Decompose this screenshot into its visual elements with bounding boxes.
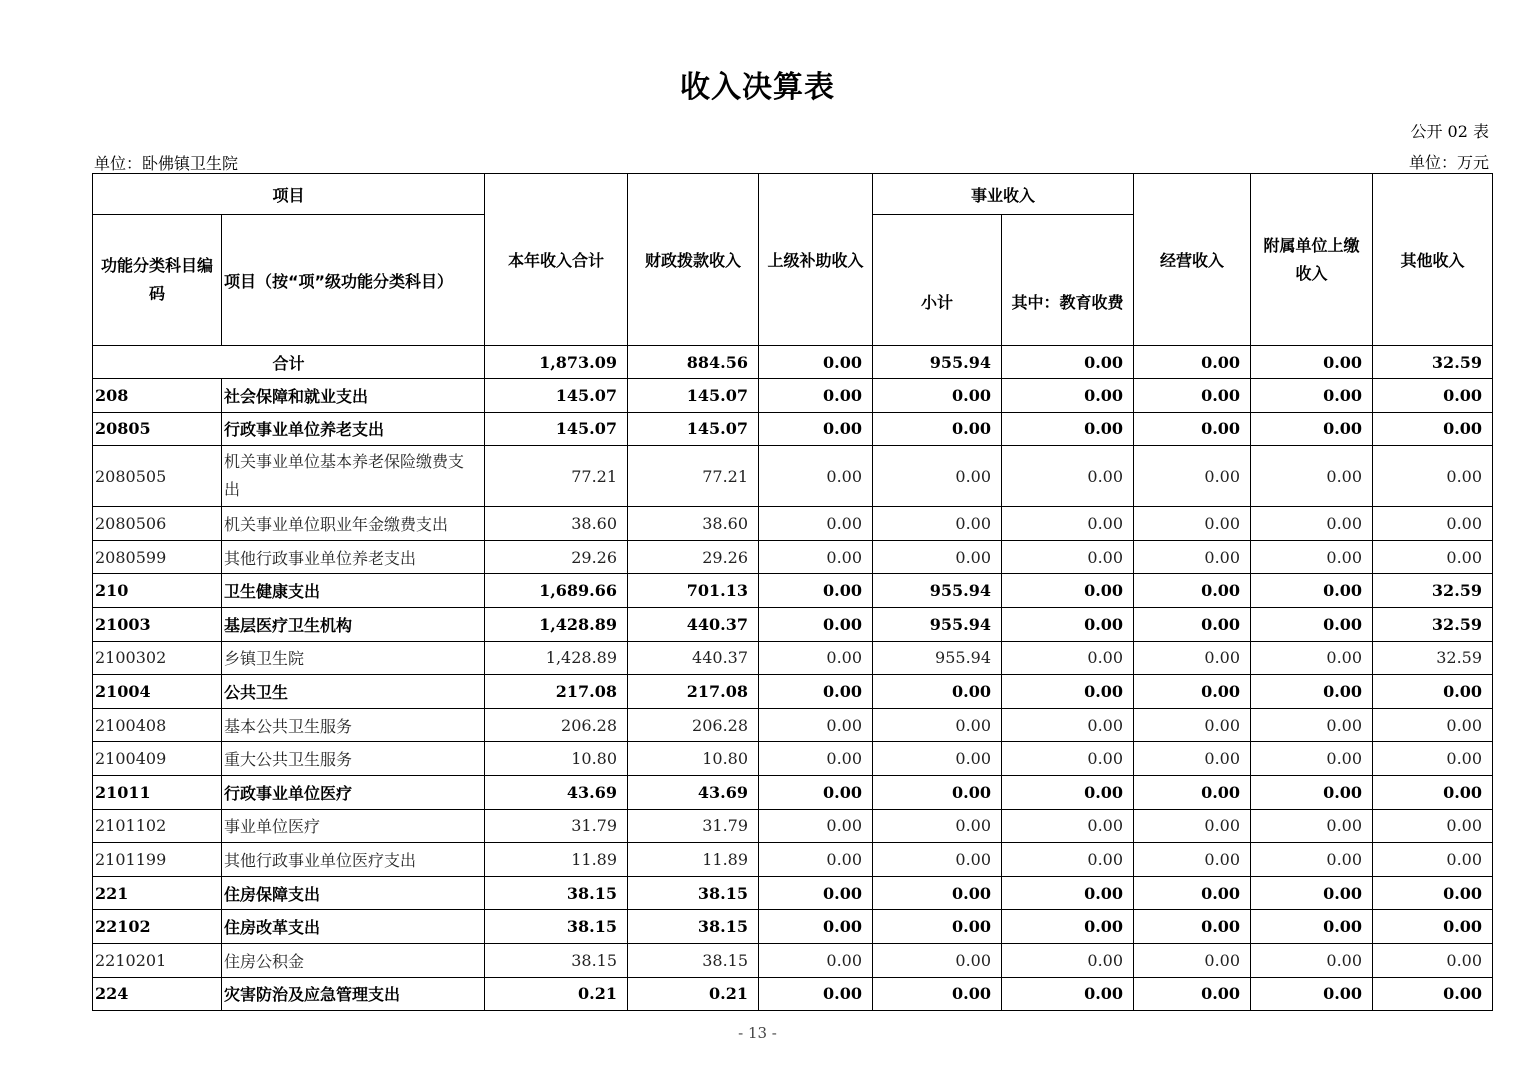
- row-value: 77.21: [485, 446, 628, 507]
- row-value: 955.94: [873, 574, 1002, 608]
- row-value: 0.00: [1134, 540, 1251, 574]
- row-value: 0.00: [1134, 507, 1251, 541]
- row-value: 0.00: [1251, 843, 1373, 877]
- row-value: 0.00: [1002, 507, 1134, 541]
- row-value: 10.80: [485, 742, 628, 776]
- row-value: 440.37: [628, 607, 759, 641]
- row-value: 1,428.89: [485, 607, 628, 641]
- row-name: 基本公共卫生服务: [222, 708, 485, 742]
- row-value: 0.00: [1134, 775, 1251, 809]
- row-value: 0.00: [1373, 977, 1493, 1011]
- total-value: 32.59: [1373, 346, 1493, 379]
- row-value: 29.26: [628, 540, 759, 574]
- row-value: 0.00: [1373, 943, 1493, 977]
- row-value: 440.37: [628, 641, 759, 675]
- row-code: 208: [93, 379, 222, 413]
- row-code: 2210201: [93, 943, 222, 977]
- income-final-accounts-table: [92, 173, 1493, 1011]
- row-value: 145.07: [485, 379, 628, 413]
- row-value: 0.00: [1002, 809, 1134, 843]
- row-value: 0.00: [759, 910, 873, 944]
- row-name: 公共卫生: [222, 675, 485, 709]
- row-value: 31.79: [485, 809, 628, 843]
- row-code: 2080599: [93, 540, 222, 574]
- row-value: 0.00: [1002, 843, 1134, 877]
- row-value: 955.94: [873, 641, 1002, 675]
- header-total: 本年收入合计: [485, 174, 628, 346]
- row-value: 0.00: [1251, 742, 1373, 776]
- row-value: 0.00: [1002, 675, 1134, 709]
- row-value: 0.00: [1251, 412, 1373, 446]
- row-value: 0.00: [1134, 412, 1251, 446]
- total-value: 955.94: [873, 346, 1002, 379]
- row-value: 0.00: [759, 775, 873, 809]
- row-value: 38.15: [485, 943, 628, 977]
- row-value: 0.00: [873, 943, 1002, 977]
- row-value: 0.00: [873, 775, 1002, 809]
- currency-unit: 单位：万元: [1408, 153, 1489, 172]
- row-value: 0.00: [1251, 943, 1373, 977]
- header-business-group: 事业收入: [873, 174, 1134, 215]
- row-value: 0.00: [759, 675, 873, 709]
- row-name: 乡镇卫生院: [222, 641, 485, 675]
- row-value: 0.00: [1251, 540, 1373, 574]
- row-code: 21004: [93, 675, 222, 709]
- row-value: 701.13: [628, 574, 759, 608]
- row-name: 卫生健康支出: [222, 574, 485, 608]
- row-value: 0.00: [1251, 607, 1373, 641]
- row-value: 0.00: [1373, 675, 1493, 709]
- table-row: [93, 507, 1493, 541]
- row-value: 0.00: [1373, 540, 1493, 574]
- row-code: 2100409: [93, 742, 222, 776]
- total-row: [93, 346, 1493, 379]
- row-value: 0.00: [1002, 379, 1134, 413]
- row-value: 217.08: [485, 675, 628, 709]
- row-name: 其他行政事业单位医疗支出: [222, 843, 485, 877]
- row-value: 0.00: [1134, 641, 1251, 675]
- row-code: 2080506: [93, 507, 222, 541]
- row-code: 2100408: [93, 708, 222, 742]
- row-code: 224: [93, 977, 222, 1011]
- row-value: 11.89: [628, 843, 759, 877]
- row-value: 0.00: [759, 412, 873, 446]
- row-value: 217.08: [628, 675, 759, 709]
- row-value: 32.59: [1373, 641, 1493, 675]
- total-label: 合计: [93, 346, 485, 379]
- row-value: 0.00: [1002, 574, 1134, 608]
- row-value: 0.00: [873, 540, 1002, 574]
- row-value: 31.79: [628, 809, 759, 843]
- row-value: 0.00: [1134, 876, 1251, 910]
- row-value: 11.89: [485, 843, 628, 877]
- row-value: 0.00: [1251, 641, 1373, 675]
- row-name: 住房公积金: [222, 943, 485, 977]
- row-code: 221: [93, 876, 222, 910]
- row-value: 0.00: [1373, 742, 1493, 776]
- row-code: 20805: [93, 412, 222, 446]
- row-value: 0.00: [873, 675, 1002, 709]
- row-value: 0.00: [1373, 876, 1493, 910]
- row-value: 206.28: [485, 708, 628, 742]
- row-code: 21003: [93, 607, 222, 641]
- row-value: 0.00: [873, 876, 1002, 910]
- row-value: 38.60: [485, 507, 628, 541]
- row-value: 0.00: [1251, 708, 1373, 742]
- row-value: 0.00: [759, 708, 873, 742]
- row-value: 0.00: [873, 708, 1002, 742]
- table-row: [93, 574, 1493, 608]
- row-value: 0.00: [1251, 675, 1373, 709]
- table-row: [93, 809, 1493, 843]
- row-value: 0.00: [1134, 977, 1251, 1011]
- row-value: 0.00: [1002, 641, 1134, 675]
- table-row: [93, 607, 1493, 641]
- table-row: [93, 379, 1493, 413]
- row-name: 机关事业单位职业年金缴费支出: [222, 507, 485, 541]
- row-value: 0.00: [759, 574, 873, 608]
- header-other: 其他收入: [1373, 174, 1493, 346]
- row-value: 0.00: [1373, 843, 1493, 877]
- row-value: 0.00: [1002, 708, 1134, 742]
- row-value: 0.00: [873, 843, 1002, 877]
- row-value: 0.00: [873, 412, 1002, 446]
- reporting-unit: 单位：卧佛镇卫生院: [94, 154, 239, 173]
- row-code: 210: [93, 574, 222, 608]
- row-value: 0.00: [759, 540, 873, 574]
- row-value: 0.00: [873, 742, 1002, 776]
- row-value: 0.00: [1251, 910, 1373, 944]
- row-value: 0.00: [1002, 607, 1134, 641]
- row-code: 22102: [93, 910, 222, 944]
- row-value: 0.00: [1002, 742, 1134, 776]
- row-value: 0.00: [759, 507, 873, 541]
- row-name: 事业单位医疗: [222, 809, 485, 843]
- row-value: 38.15: [628, 943, 759, 977]
- form-number: 公开 02 表: [1410, 122, 1489, 141]
- table-row: [93, 412, 1493, 446]
- row-value: 0.00: [1251, 977, 1373, 1011]
- row-value: 0.00: [1002, 943, 1134, 977]
- row-value: 0.00: [759, 977, 873, 1011]
- row-value: 0.00: [1134, 742, 1251, 776]
- row-value: 0.00: [1002, 540, 1134, 574]
- table-row: [93, 446, 1493, 507]
- header-code: 功能分类科目编码: [93, 215, 222, 346]
- row-value: 0.00: [759, 446, 873, 507]
- row-value: 0.00: [1134, 675, 1251, 709]
- table-row: [93, 943, 1493, 977]
- row-value: 43.69: [628, 775, 759, 809]
- row-value: 0.00: [759, 809, 873, 843]
- header-operating: 经营收入: [1134, 174, 1251, 346]
- header-affiliated: 附属单位上缴收入: [1251, 174, 1373, 346]
- row-name: 行政事业单位养老支出: [222, 412, 485, 446]
- row-value: 206.28: [628, 708, 759, 742]
- row-code: 2100302: [93, 641, 222, 675]
- row-value: 0.00: [1373, 412, 1493, 446]
- row-value: 0.00: [1251, 507, 1373, 541]
- row-value: 0.00: [873, 379, 1002, 413]
- total-value: 0.00: [1251, 346, 1373, 379]
- row-value: 0.00: [873, 910, 1002, 944]
- row-value: 0.00: [1373, 809, 1493, 843]
- table-row: [93, 641, 1493, 675]
- row-value: 0.00: [873, 507, 1002, 541]
- header-name: 项目（按“项”级功能分类科目）: [222, 215, 485, 346]
- row-value: 0.00: [1134, 843, 1251, 877]
- row-value: 0.00: [1134, 446, 1251, 507]
- row-name: 住房改革支出: [222, 910, 485, 944]
- row-value: 0.00: [1373, 910, 1493, 944]
- row-value: 38.15: [628, 876, 759, 910]
- row-value: 10.80: [628, 742, 759, 776]
- row-value: 0.00: [759, 843, 873, 877]
- row-value: 38.15: [485, 876, 628, 910]
- row-value: 0.00: [1373, 507, 1493, 541]
- table-row: [93, 775, 1493, 809]
- row-value: 0.00: [1134, 809, 1251, 843]
- row-value: 0.00: [1373, 379, 1493, 413]
- row-value: 1,689.66: [485, 574, 628, 608]
- row-value: 0.21: [485, 977, 628, 1011]
- row-value: 0.00: [759, 742, 873, 776]
- total-value: 0.00: [1134, 346, 1251, 379]
- row-value: 0.00: [759, 876, 873, 910]
- table-row: [93, 977, 1493, 1011]
- row-value: 32.59: [1373, 574, 1493, 608]
- row-code: 21011: [93, 775, 222, 809]
- row-value: 43.69: [485, 775, 628, 809]
- row-name: 灾害防治及应急管理支出: [222, 977, 485, 1011]
- row-value: 1,428.89: [485, 641, 628, 675]
- row-name: 重大公共卫生服务: [222, 742, 485, 776]
- row-value: 38.60: [628, 507, 759, 541]
- row-value: 0.00: [1134, 607, 1251, 641]
- row-value: 145.07: [628, 412, 759, 446]
- row-name: 机关事业单位基本养老保险缴费支出: [222, 446, 485, 507]
- header-superior: 上级补助收入: [759, 174, 873, 346]
- total-value: 1,873.09: [485, 346, 628, 379]
- row-value: 0.00: [1134, 574, 1251, 608]
- row-value: 0.00: [1134, 379, 1251, 413]
- row-code: 2101102: [93, 809, 222, 843]
- row-value: 955.94: [873, 607, 1002, 641]
- table-row: [93, 876, 1493, 910]
- row-value: 0.00: [759, 379, 873, 413]
- row-value: 0.00: [1134, 943, 1251, 977]
- row-value: 0.00: [873, 977, 1002, 1011]
- row-name: 住房保障支出: [222, 876, 485, 910]
- row-value: 0.00: [1251, 809, 1373, 843]
- row-value: 0.00: [759, 943, 873, 977]
- total-value: 884.56: [628, 346, 759, 379]
- row-code: 2080505: [93, 446, 222, 507]
- row-value: 0.00: [1373, 708, 1493, 742]
- row-value: 38.15: [485, 910, 628, 944]
- row-value: 0.00: [759, 641, 873, 675]
- header-subtotal: 小计: [873, 215, 1002, 346]
- row-value: 0.00: [1134, 910, 1251, 944]
- row-value: 77.21: [628, 446, 759, 507]
- row-value: 0.00: [1002, 412, 1134, 446]
- table-row: [93, 540, 1493, 574]
- row-value: 32.59: [1373, 607, 1493, 641]
- page-number: - 13 -: [738, 1024, 777, 1042]
- row-value: 0.00: [1002, 977, 1134, 1011]
- table-row: [93, 910, 1493, 944]
- row-name: 行政事业单位医疗: [222, 775, 485, 809]
- row-value: 0.00: [1251, 379, 1373, 413]
- row-name: 其他行政事业单位养老支出: [222, 540, 485, 574]
- row-value: 145.07: [628, 379, 759, 413]
- row-value: 0.00: [1251, 574, 1373, 608]
- row-value: 0.00: [1134, 708, 1251, 742]
- table-row: [93, 742, 1493, 776]
- row-value: 0.00: [1373, 446, 1493, 507]
- row-code: 2101199: [93, 843, 222, 877]
- total-value: 0.00: [759, 346, 873, 379]
- row-name: 社会保障和就业支出: [222, 379, 485, 413]
- header-fiscal: 财政拨款收入: [628, 174, 759, 346]
- table-row: [93, 675, 1493, 709]
- row-name: 基层医疗卫生机构: [222, 607, 485, 641]
- row-value: 0.00: [873, 809, 1002, 843]
- row-value: 0.00: [1251, 446, 1373, 507]
- header-education: 其中：教育收费: [1002, 215, 1134, 346]
- row-value: 0.00: [1251, 876, 1373, 910]
- row-value: 145.07: [485, 412, 628, 446]
- row-value: 0.00: [1373, 775, 1493, 809]
- row-value: 38.15: [628, 910, 759, 944]
- row-value: 0.21: [628, 977, 759, 1011]
- row-value: 0.00: [873, 446, 1002, 507]
- table-row: [93, 708, 1493, 742]
- row-value: 29.26: [485, 540, 628, 574]
- table-row: [93, 843, 1493, 877]
- total-value: 0.00: [1002, 346, 1134, 379]
- page-title: 收入决算表: [680, 70, 835, 105]
- header-project: 项目: [93, 174, 485, 215]
- row-value: 0.00: [1002, 910, 1134, 944]
- row-value: 0.00: [1251, 775, 1373, 809]
- row-value: 0.00: [1002, 775, 1134, 809]
- row-value: 0.00: [759, 607, 873, 641]
- row-value: 0.00: [1002, 446, 1134, 507]
- row-value: 0.00: [1002, 876, 1134, 910]
